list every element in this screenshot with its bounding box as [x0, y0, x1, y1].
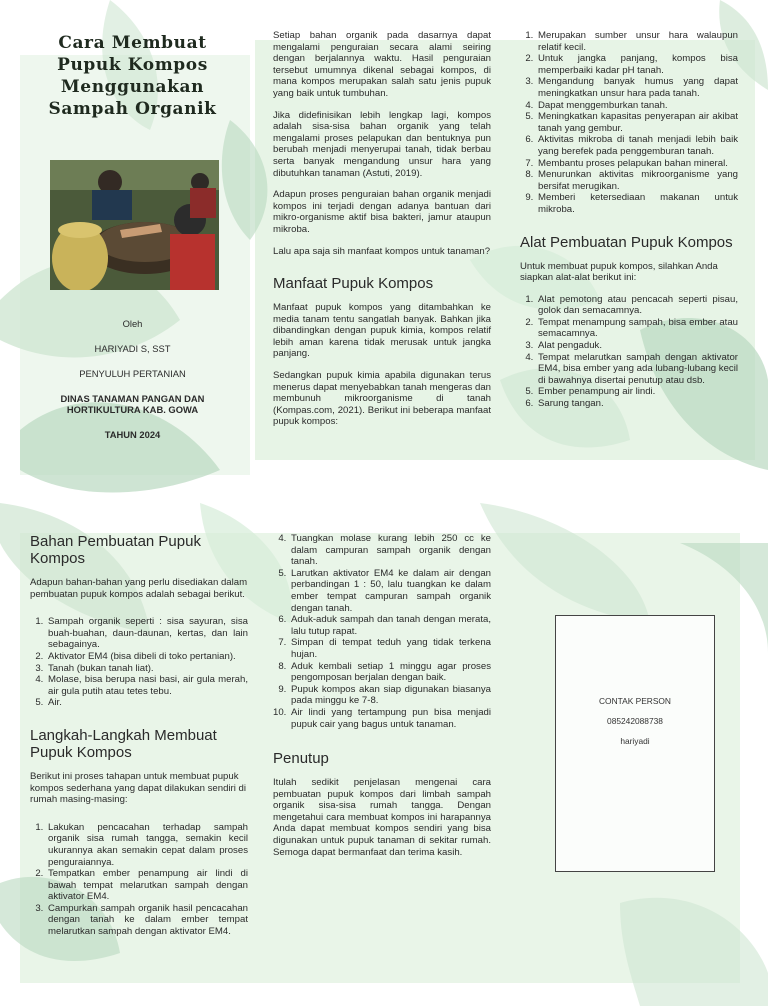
- list-item: 1. Sampah organik seperti : sisa sayuran, sisa buah-buahan, daun-daunan, kertas, dan lain sebagainya.: [46, 616, 248, 651]
- by-label: Oleh: [122, 318, 143, 329]
- list-item: 7. Membantu proses pelapukan bahan mineral.: [536, 158, 738, 170]
- intro-paragraph: Adapun proses penguraian bahan organik menjadi kompos ini terjadi dengan adanya bantuan dari mikro-organisme aktif bisa bakteri, jamur ataupun mikroba.: [273, 189, 491, 235]
- list-item: 5. Meningkatkan kapasitas penyerapan air akibat tanah yang gembur.: [536, 111, 738, 134]
- list-item: 4. Molase, bisa berupa nasi basi, air gula merah, air gula putih atau tetes tebu.: [46, 674, 248, 697]
- list-item: 1. Lakukan pencacahan terhadap sampah organik sisa rumah tangga, semakin kecil ukurannya akan semakin cepat dalam proses penguraiannya.: [46, 822, 248, 868]
- list-item: 8. Menurunkan aktivitas mikroorganisme yang bersifat merugikan.: [536, 169, 738, 192]
- list-item: 4. Tempat melarutkan sampah dengan aktivator EM4, bisa ember yang ada lubang-lubang kecil di bawahnya disertai penutup atau dsb.: [536, 352, 738, 387]
- langkah-intro: Berikut ini proses tahapan untuk membuat pupuk kompos sederhana yang dapat dilakukan sendiri di rumah masing-masing:: [30, 770, 246, 806]
- brochure-title: Cara Membuat Pupuk Kompos Menggunakan Sampah Organik: [48, 33, 217, 119]
- bahan-column: [30, 533, 248, 948]
- manfaat-heading: Manfaat Pupuk Kompos: [273, 275, 434, 293]
- list-item: 1. Alat pemotong atau pencacah seperti pisau, golok dan semacamnya.: [536, 294, 738, 317]
- alat-list: [520, 294, 738, 410]
- intro-paragraph: Jika didefinisikan lebih lengkap lagi, kompos adalah sisa-sisa bahan organik yang telah mengalami proses pelapukan dan bentuknya pun berubah menjadi menyerupai tanah, tidak berbau serta banyak mengandung unsur hara yang dibutuhkan tanaman (Astuti, 2019).: [273, 109, 491, 179]
- list-item: 7. Simpan di tempat teduh yang tidak terkena hujan.: [289, 637, 491, 660]
- penutup-text: Itulah sedikit penjelasan mengenai cara pembuatan pupuk kompos dari limbah sampah organik sisa-sisa rumah tangga. Dengan mengetahui cara membuat kompos ini harapannya Anda dapat membuat kompos sendiri yang bisa digunakan untuk pupuk tanaman di sekitar rumah. Semoga dapat bermanfaat dan terima kasih.: [273, 777, 491, 858]
- contact-label: CONTAK PERSON: [599, 696, 671, 706]
- contact-name: hariyadi: [620, 736, 650, 746]
- list-item: 9. Pupuk kompos akan siap digunakan biasanya pada minggu ke 7-8.: [289, 684, 491, 707]
- bahan-list: [30, 616, 248, 709]
- composting-photo: [50, 160, 219, 290]
- contact-text: [556, 696, 714, 756]
- contact-phone: 085242088738: [607, 716, 663, 726]
- agency-name: DINAS TANAMAN PANGAN DAN HORTIKULTURA KAB. GOWA: [60, 393, 205, 415]
- list-item: 5. Air.: [46, 697, 248, 709]
- brochure-page-inside: [0, 503, 768, 1006]
- manfaat-list: [520, 30, 738, 216]
- publication-year: TAHUN 2024: [104, 429, 161, 440]
- penutup-heading: Penutup: [273, 750, 329, 768]
- list-item: 5. Larutkan aktivator EM4 ke dalam air dengan perbandingan 1 : 50, lalu tuangkan ke dalam ember tempat campuran sampah organik dengan tanah.: [289, 568, 491, 614]
- langkah-list-part1: [30, 822, 248, 938]
- list-item: 3. Tanah (bukan tanah liat).: [46, 663, 248, 675]
- list-item: 2. Tempat menampung sampah, bisa ember atau semacamnya.: [536, 317, 738, 340]
- list-item: 2. Tempatkan ember penampung air lindi di bawah tempat melarutkan sampah dengan aktivator EM4.: [46, 868, 248, 903]
- intro-column: [273, 30, 491, 438]
- list-item: 6. Aktivitas mikroba di tanah menjadi lebih baik yang berefek pada penggemburan tanah.: [536, 134, 738, 157]
- list-item: 3. Alat pengaduk.: [536, 340, 738, 352]
- list-item: 2. Untuk jangka panjang, kompos bisa memperbaiki kadar pH tanah.: [536, 53, 738, 76]
- credits-block: [40, 318, 225, 454]
- manfaat-paragraph: Sedangkan pupuk kimia apabila digunakan terus menerus dapat menyebabkan tanah mengeras dan membunuh mikroorganisme di tanah (Kompas.com, 2021). Berikut ini beberapa manfaat pupuk kompos:: [273, 370, 491, 428]
- alat-intro: Untuk membuat pupuk kompos, silahkan Anda siapkan alat-alat berikut ini:: [520, 260, 718, 284]
- langkah-list-part2: [273, 533, 491, 730]
- list-item: 4. Dapat menggemburkan tanah.: [536, 100, 738, 112]
- list-item: 2. Aktivator EM4 (bisa dibeli di toko pertanian).: [46, 651, 248, 663]
- list-item: 5. Ember penampung air lindi.: [536, 386, 738, 398]
- alat-heading: Alat Pembuatan Pupuk Kompos: [520, 233, 733, 251]
- langkah-continued-column: [273, 533, 491, 868]
- list-item: 9. Memberi ketersediaan makanan untuk mikroba.: [536, 192, 738, 215]
- list-item: 10. Air lindi yang tertampung pun bisa menjadi pupuk cair yang bagus untuk tanaman.: [289, 707, 491, 730]
- list-item: 1. Merupakan sumber unsur hara walaupun relatif kecil.: [536, 30, 738, 53]
- contact-box: [555, 615, 715, 872]
- list-item: 6. Sarung tangan.: [536, 398, 738, 410]
- bahan-heading: Bahan Pembuatan Pupuk Kompos: [30, 533, 201, 567]
- intro-paragraph: Setiap bahan organik pada dasarnya dapat mengalami penguraian secara alami seiring dengan berjalannya waktu. Hasil penguraian tersebut umumnya dikenal sebagai kompos, di mana kompos merupakan salah satu jenis pupuk yang baik untuk tumbuhan.: [273, 30, 491, 99]
- author-role: PENYULUH PERTANIAN: [79, 368, 186, 379]
- manfaat-list-column: [520, 30, 738, 420]
- manfaat-paragraph: Manfaat pupuk kompos yang ditambahkan ke media tanam tentu sangatlah banyak. Bahkan jika dibandingkan dengan pupuk kimia, kompos relatif lebih aman karena tidak merusak untuk jangka panjang.: [273, 302, 491, 360]
- list-item: 3. Mengandung banyak humus yang dapat meningkatkan unsur hara pada tanah.: [536, 76, 738, 99]
- list-item: 4. Tuangkan molase kurang lebih 250 cc ke dalam campuran sampah organik dengan tanah.: [289, 533, 491, 568]
- langkah-heading: Langkah-Langkah Membuat Pupuk Kompos: [30, 726, 217, 761]
- list-item: 6. Aduk-aduk sampah dan tanah dengan merata, lalu tutup rapat.: [289, 614, 491, 637]
- intro-question: Lalu apa saja sih manfaat kompos untuk tanaman?: [273, 245, 491, 257]
- bahan-intro: Adapun bahan-bahan yang perlu disediakan dalam pembuatan pupuk kompos adalah sebagai berikut.: [30, 577, 248, 600]
- list-item: 3. Campurkan sampah organik hasil pencacahan dengan tanah ke dalam ember tempat melarutkan sampah dengan aktivator EM4.: [46, 903, 248, 938]
- list-item: 8. Aduk kembali setiap 1 minggu agar proses pengomposan berjalan dengan baik.: [289, 661, 491, 684]
- author-name: HARIYADI S, SST: [94, 343, 171, 354]
